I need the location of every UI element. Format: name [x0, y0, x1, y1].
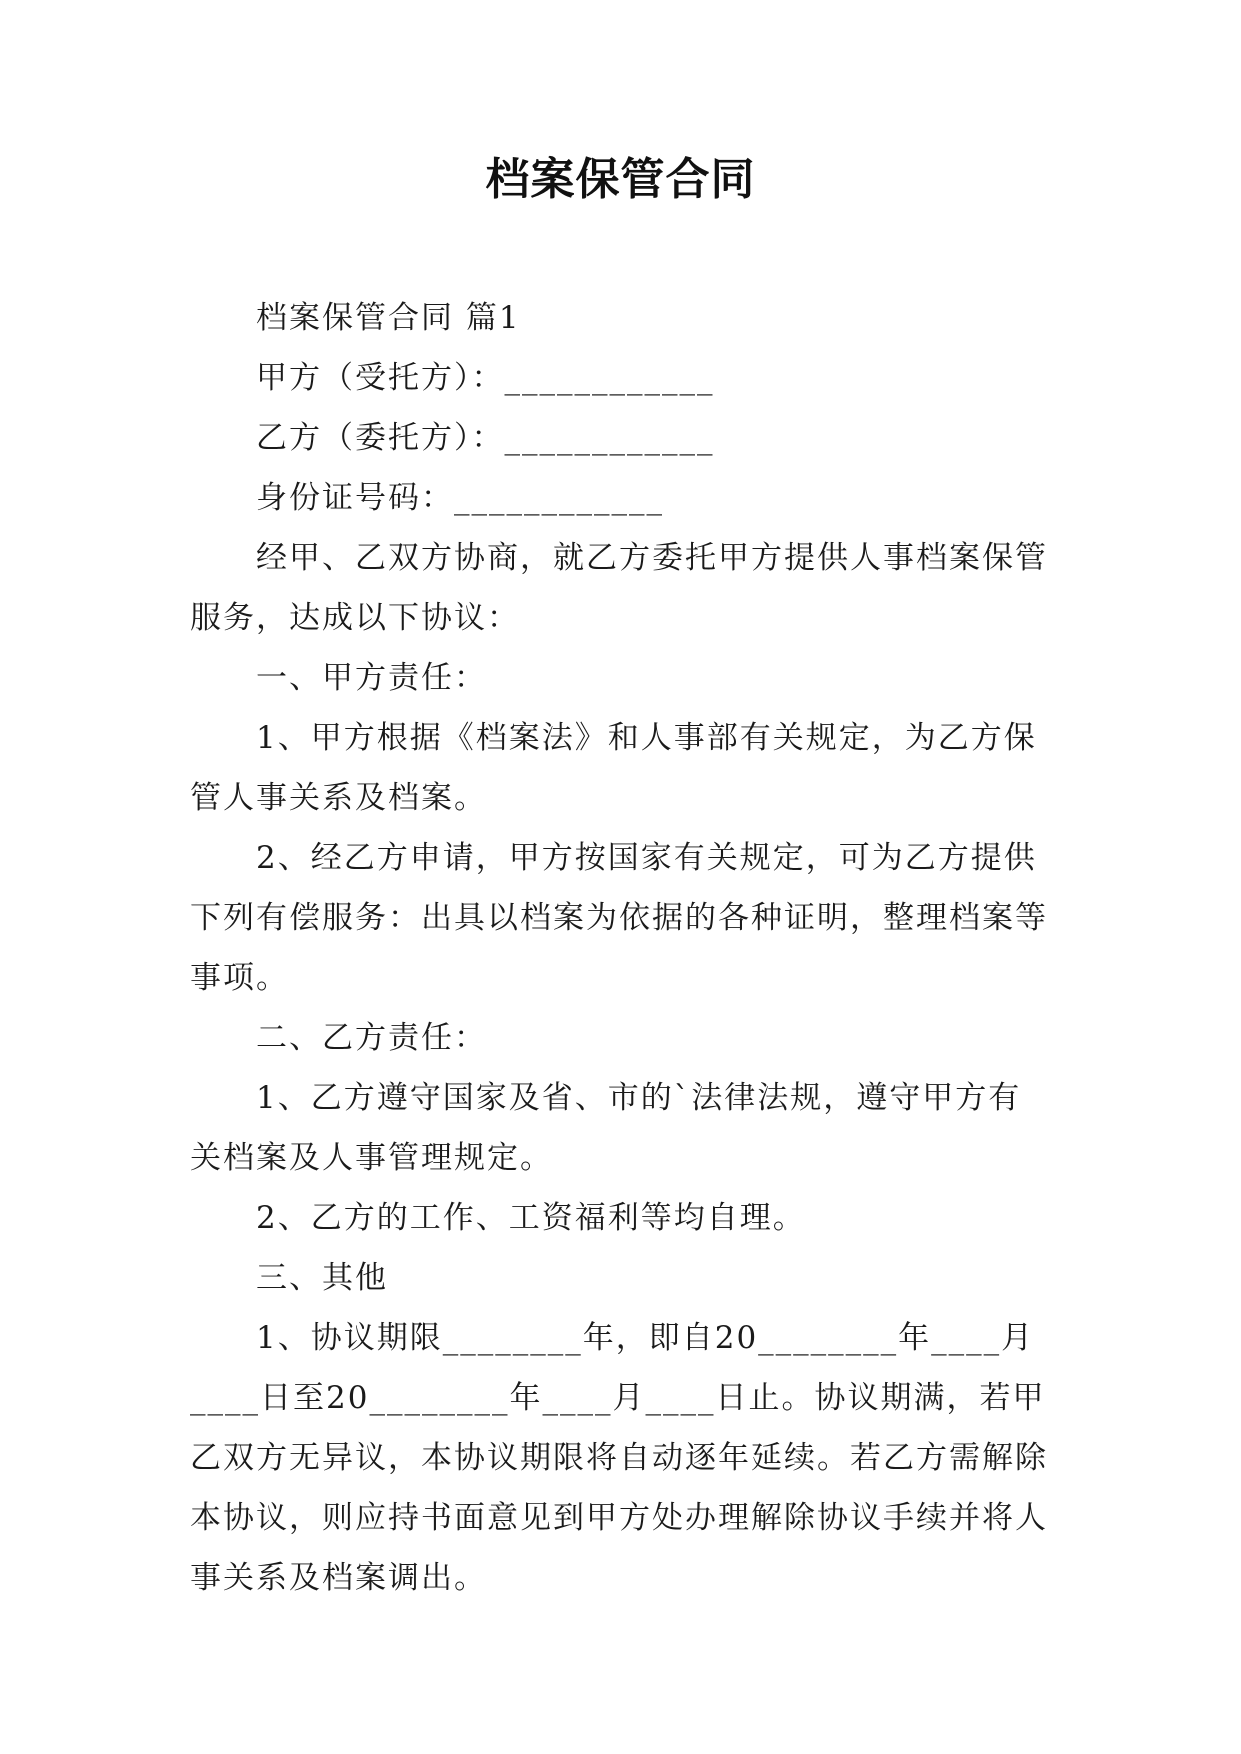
party-b-line: 乙方（委托方）：____________ [256, 420, 715, 456]
clause-a-1: 1、甲方根据《档案法》和人事部有关规定，为乙方保管人事关系及档案。 [190, 720, 1037, 816]
clause-b-1: 1、乙方遵守国家及省、市的`法律法规，遵守甲方有关档案及人事管理规定。 [190, 1080, 1022, 1176]
party-a-line: 甲方（受托方）：____________ [256, 360, 715, 396]
clause-heading-party-b: 二、乙方责任： [256, 1020, 487, 1056]
clause-heading-party-a: 一、甲方责任： [256, 660, 487, 696]
intro-paragraph: 经甲、乙双方协商，就乙方委托甲方提供人事档案保管服务，达成以下协议： [190, 540, 1048, 636]
clause-b-2: 2、乙方的工作、工资福利等均自理。 [256, 1200, 806, 1236]
id-number-line: 身份证号码：____________ [256, 480, 664, 516]
document-title: 档案保管合同 [485, 154, 756, 205]
clause-a-2: 2、经乙方申请，甲方按国家有关规定，可为乙方提供下列有偿服务：出具以档案为依据的各种证明，整理档案等事项。 [190, 840, 1048, 996]
clause-other-1: 1、协议期限________年，即自20________年____月____日至20________年____月____日止。协议期满，若甲乙双方无异议，本协议期限将自动逐年延续。若乙方需解除本协议，则应持书面意见到甲方处办理解除协议手续并将人事关系及档案调出。 [190, 1320, 1048, 1596]
clause-heading-other: 三、其他 [256, 1260, 388, 1296]
document-body [190, 288, 1050, 1608]
section-heading: 档案保管合同 篇1 [256, 300, 521, 336]
